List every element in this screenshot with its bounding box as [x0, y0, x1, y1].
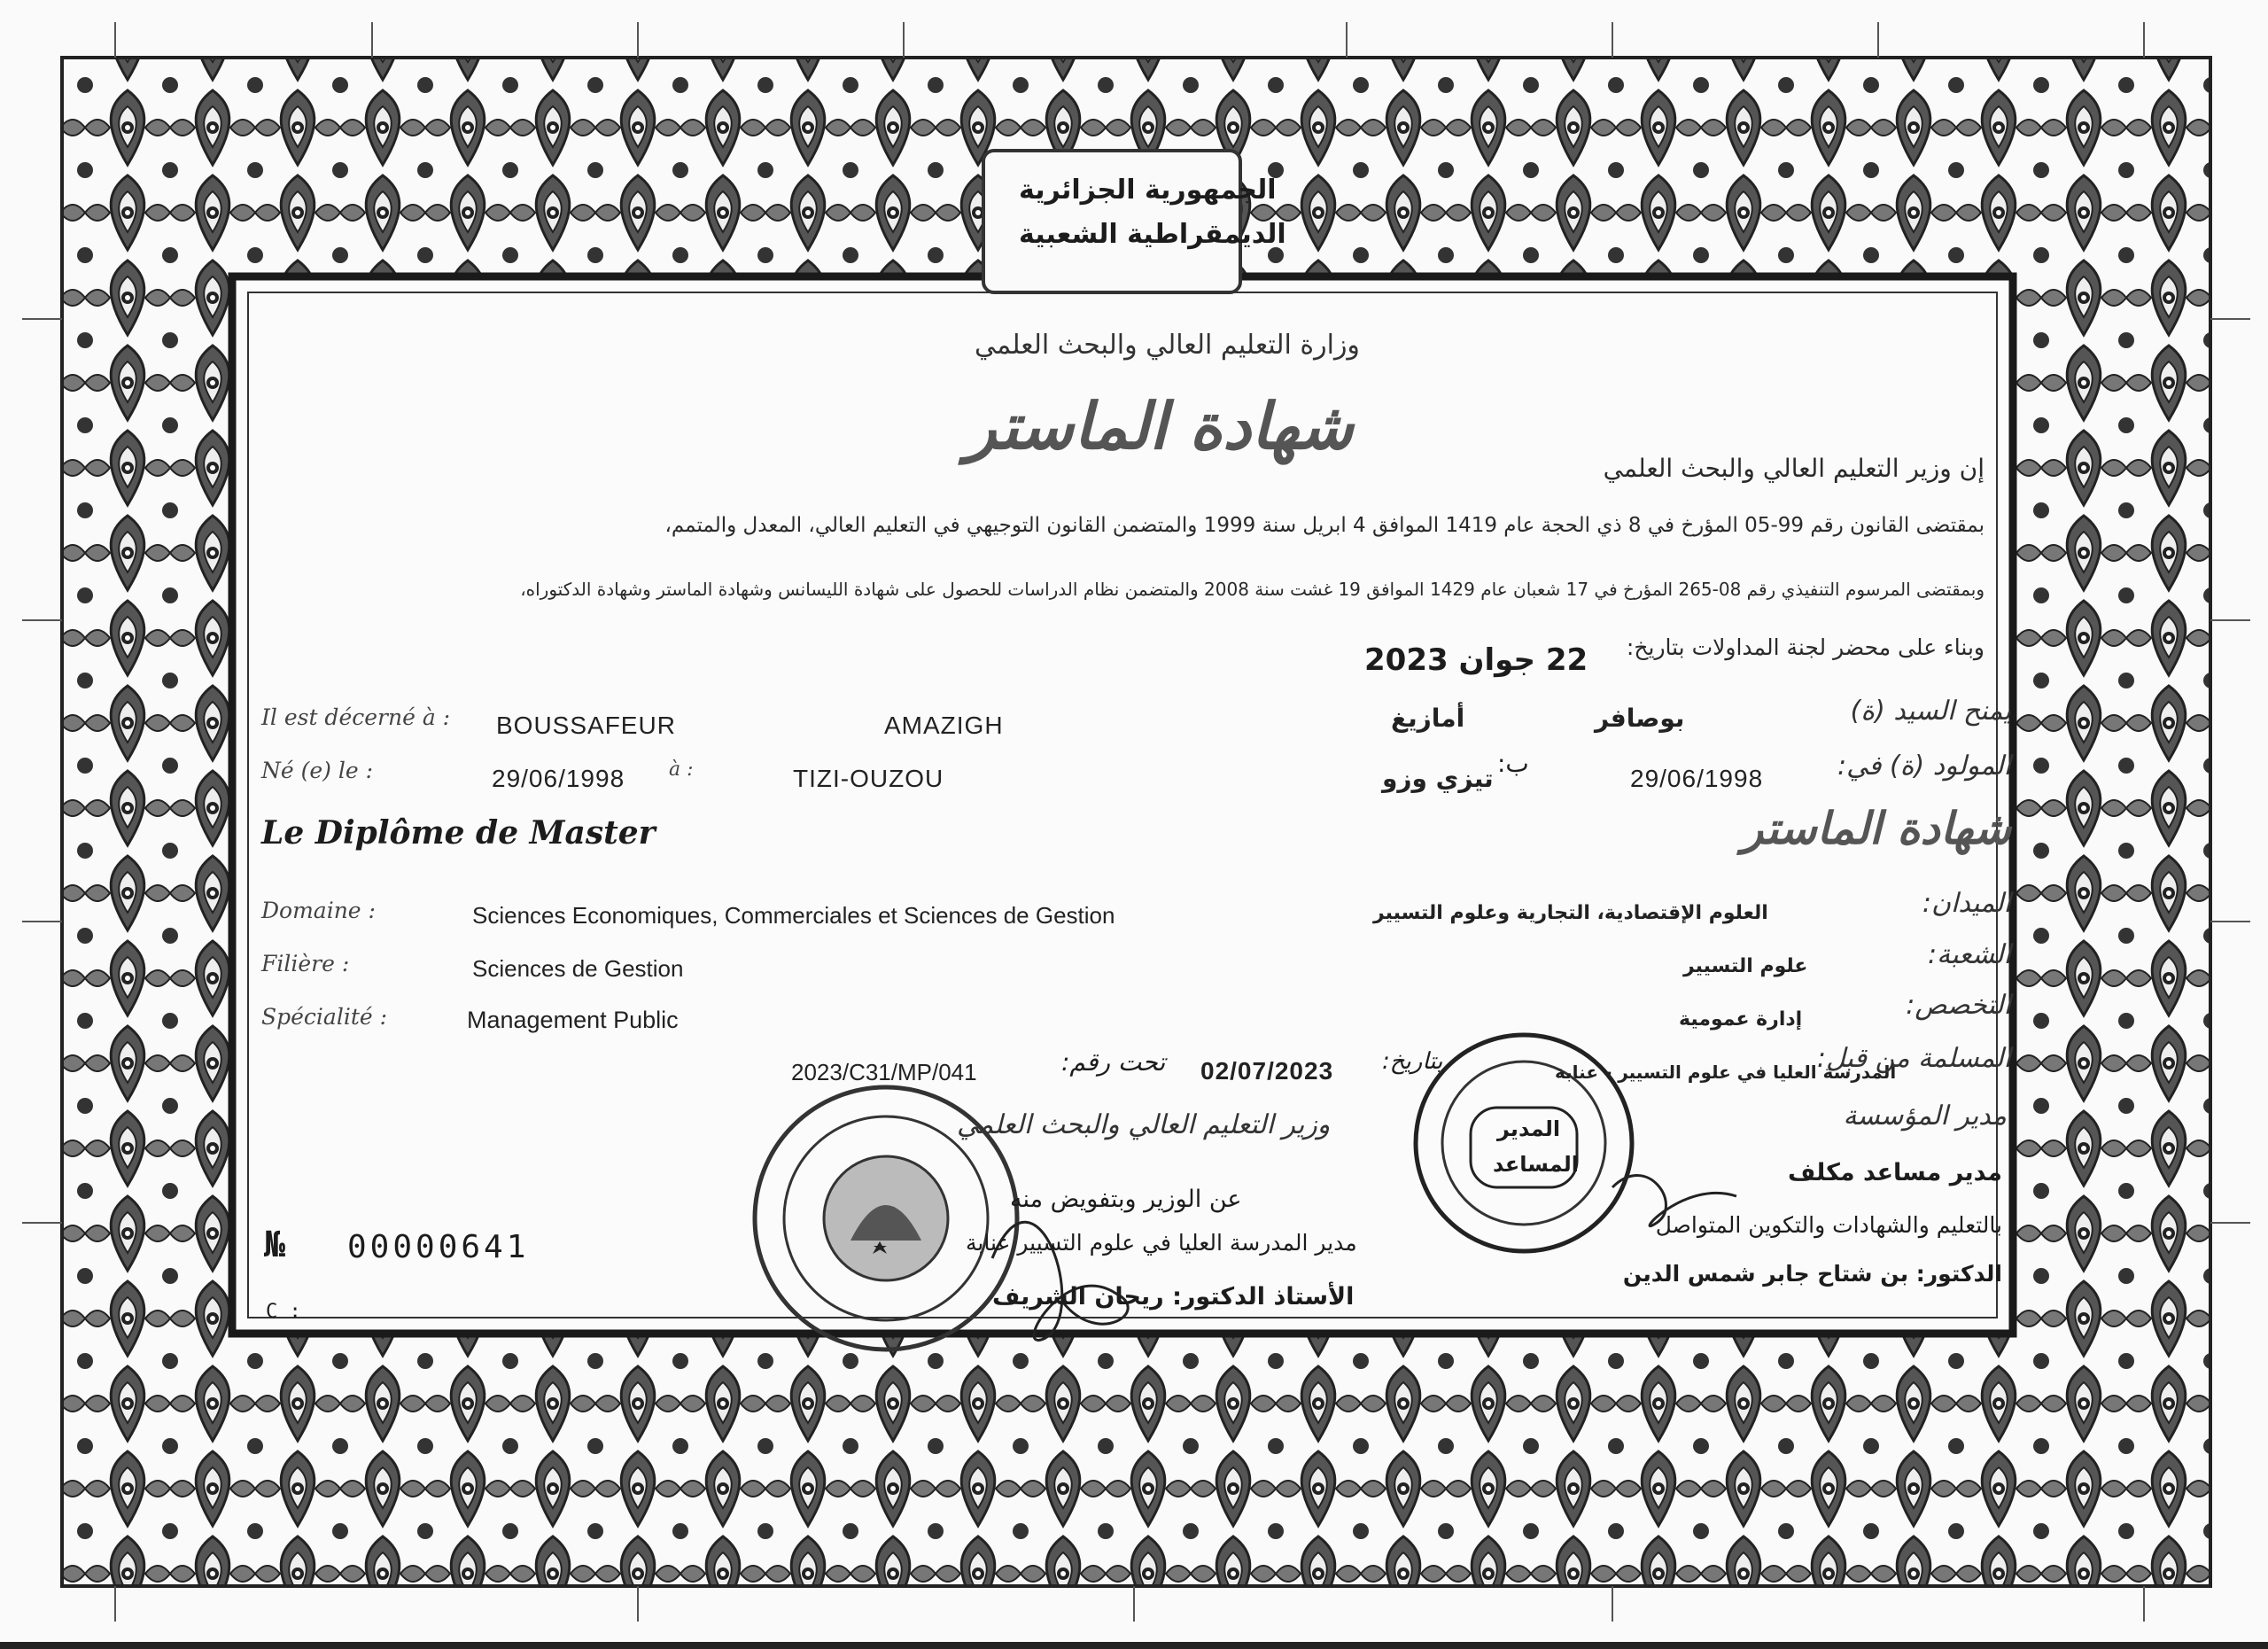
specialite-label-ar: التخصص: [1906, 990, 2011, 1021]
republic-line1: الجمهورية الجزائرية [1019, 175, 1277, 206]
filiere-value: Sciences de Gestion [472, 955, 684, 982]
birth-date: 29/06/1998 [492, 765, 625, 792]
director-label: مدير المؤسسة [1843, 1101, 2007, 1132]
specialite-value-ar: إدارة عمومية [1679, 1008, 1803, 1031]
born-label-ar: المولود (ة) في: [1837, 751, 2011, 782]
last-name: BOUSSAFEUR [496, 712, 676, 739]
republic-line2: الديمقراطية الشعبية [1019, 219, 1286, 250]
delegation-line1: عن الوزير وبتفويض منه [1010, 1186, 1242, 1213]
domain-value: Sciences Economiques, Commerciales et Sciences de Gestion [472, 902, 1115, 929]
domain-label: Domaine : [261, 898, 376, 923]
serial-c-label: C : [266, 1301, 301, 1323]
stamp-right-line2: المساعد [1493, 1152, 1580, 1177]
preamble-line1: إن وزير التعليم العالي والبحث العلمي [1603, 454, 1984, 483]
diploma-title-fr: Le Diplôme de Master [261, 814, 656, 852]
birth-place-ar: تيزي وزو [1382, 764, 1494, 793]
issuance-number-label: تحت رقم: [1061, 1047, 1166, 1077]
birth-place: TIZI-OUZOU [793, 765, 944, 792]
preamble-line3: وبمقتضى المرسوم التنفيذي رقم 08-265 المؤرخ في 17 شعبان عام 1429 الموافق 19 غشت سنة 2008 والمتضمن نظام الدراسات للحصول على شهادة الليسانس وشهادة الماستر وشهادة الدكتوراه، [520, 579, 1984, 600]
first-name-ar: أمازيغ [1391, 704, 1465, 733]
last-name-ar: بوصافر [1595, 704, 1685, 733]
minister-title: وزير التعليم العالي والبحث العلمي [957, 1109, 1331, 1140]
serial-prefix: № [264, 1225, 286, 1265]
serial-number: 00000641 [347, 1229, 530, 1265]
institution-label-ar: المسلمة من قبل: [1816, 1043, 2011, 1074]
awarded-to-label-ar: يمنح السيد (ة) [1850, 696, 2011, 727]
filiere-label: Filière : [261, 951, 350, 976]
domain-label-ar: الميدان: [1922, 888, 2011, 919]
born-label: Né (e) le : [261, 758, 374, 783]
assistant-director-line1: مدير مساعد مكلف [1787, 1159, 2002, 1186]
specialite-value: Management Public [467, 1007, 679, 1033]
preamble-line2: بمقتضى القانون رقم 99-05 المؤرخ في 8 ذي الحجة عام 1419 الموافق 4 ابريل سنة 1999 والمتضمن القانون التوجيهي في التعليم العالي، المعدل والمتمم، [664, 514, 1984, 537]
deliberation-label: وبناء على محضر لجنة المداولات بتاريخ: [1626, 634, 1984, 660]
doctor-name: الدكتور: بن شتاح جابر شمس الدين [1622, 1261, 2002, 1287]
filiere-value-ar: علوم التسيير [1683, 955, 1808, 977]
birth-date-ar: 29/06/1998 [1630, 765, 1764, 792]
deliberation-date: 22 جوان 2023 [1364, 642, 1588, 678]
assistant-director-line2: بالتعليم والشهادات والتكوين المتواصل [1655, 1212, 2002, 1238]
birth-place-label: à : [669, 758, 694, 781]
issuance-date: 02/07/2023 [1200, 1057, 1334, 1085]
ministry-name: وزارة التعليم العالي والبحث العلمي [975, 330, 1360, 361]
scan-edge [0, 1642, 2268, 1649]
filiere-label-ar: الشعبة: [1928, 939, 2011, 970]
professor-name: الأستاذ الدكتور: ريحان الشريف [992, 1283, 1355, 1311]
institution-ar: المدرسة العليا في علوم التسيير - عنابة [1555, 1062, 1897, 1083]
domain-value-ar: العلوم الإقتصادية، التجارية وعلوم التسيير [1373, 902, 1768, 924]
specialite-label: Spécialité : [261, 1004, 388, 1030]
birth-place-label-ar: ب: [1497, 749, 1529, 778]
issuance-number: 2023/C31/MP/041 [791, 1059, 977, 1085]
diploma-title-ar: شهادة الماستر [1742, 803, 2011, 854]
delegation-line2: مدير المدرسة العليا في علوم التسيير عنابة [966, 1230, 1357, 1256]
first-name: AMAZIGH [884, 712, 1004, 739]
issuance-date-label: بتاريخ: [1382, 1048, 1443, 1075]
certificate-title-ar: شهادة الماستر [966, 389, 1354, 463]
stamp-right-line1: المدير [1497, 1116, 1561, 1141]
awarded-to-label: Il est décerné à : [261, 704, 451, 730]
